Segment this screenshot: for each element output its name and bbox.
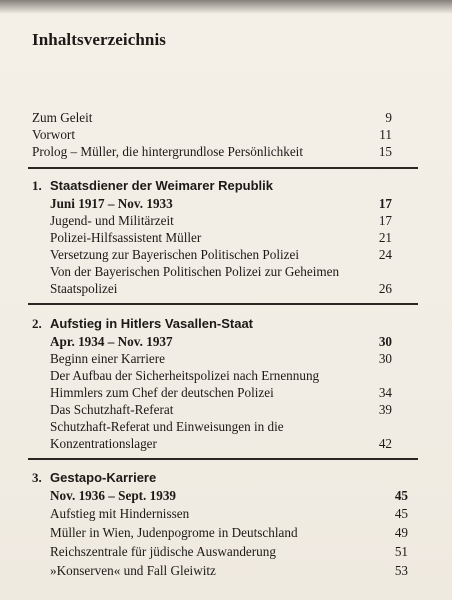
toc-entry bbox=[50, 418, 390, 436]
section-period bbox=[50, 487, 408, 505]
section-title: Gestapo-Karriere bbox=[50, 470, 157, 485]
section-divider bbox=[28, 303, 418, 305]
toc-entry bbox=[50, 367, 390, 385]
toc-entry-page: 34 bbox=[378, 385, 392, 400]
toc-entry-page: 9 bbox=[385, 110, 392, 125]
toc-entry-page: 17 bbox=[378, 213, 392, 228]
toc-entry-label: Versetzung zur Bayerischen Politischen Polizei bbox=[50, 247, 300, 262]
toc-entry-label: Staatspolizei bbox=[50, 281, 118, 296]
section-period bbox=[50, 333, 390, 351]
toc-entry-label: »Konserven« und Fall Gleiwitz bbox=[50, 563, 216, 578]
toc-entry-label: Beginn einer Karriere bbox=[50, 351, 165, 366]
toc-entry bbox=[50, 505, 408, 523]
toc-entry-label: Prolog – Müller, die hintergrundlose Persönlichkeit bbox=[32, 144, 303, 159]
section-number: 3. bbox=[32, 470, 42, 485]
section-period-page: 17 bbox=[378, 196, 392, 211]
toc-entry-page: 45 bbox=[394, 506, 408, 521]
toc-entry-page: 24 bbox=[378, 247, 392, 262]
section-period-page: 30 bbox=[378, 334, 392, 349]
section-title: Aufstieg in Hitlers Vasallen-Staat bbox=[50, 316, 254, 331]
section-period-label: Apr. 1934 – Nov. 1937 bbox=[50, 334, 173, 349]
toc-entry-page: 30 bbox=[378, 351, 392, 366]
toc-entry bbox=[50, 229, 390, 247]
toc-entry bbox=[32, 126, 392, 144]
toc-entry-label: Jugend- und Militärzeit bbox=[50, 213, 174, 228]
section-period-page: 45 bbox=[394, 488, 408, 503]
toc-entry bbox=[32, 143, 392, 161]
toc-entry-page: 26 bbox=[378, 281, 392, 296]
toc-entry-page: 49 bbox=[394, 525, 408, 540]
toc-entry bbox=[50, 246, 390, 264]
toc-entry bbox=[50, 543, 408, 561]
section-divider bbox=[28, 167, 418, 169]
toc-entry-page: 39 bbox=[378, 402, 392, 417]
toc-entry bbox=[50, 435, 390, 453]
toc-entry-label: Von der Bayerischen Politischen Polizei zur Geheimen bbox=[50, 264, 340, 279]
toc-entry-page: 53 bbox=[394, 563, 408, 578]
toc-entry-label: Müller in Wien, Judenpogrome in Deutschland bbox=[50, 525, 298, 540]
toc-entry-page: 11 bbox=[379, 127, 392, 142]
section-title: Staatsdiener der Weimarer Republik bbox=[50, 178, 274, 193]
toc-entry bbox=[50, 384, 390, 402]
toc-entry bbox=[50, 524, 408, 542]
toc-entry bbox=[50, 350, 390, 368]
toc-entry-page: 15 bbox=[378, 144, 392, 159]
toc-entry-label: Der Aufbau der Sicherheitspolizei nach Ernennung bbox=[50, 368, 320, 383]
toc-entry-label: Polizei-Hilfsassistent Müller bbox=[50, 230, 202, 245]
toc-entry-label: Vorwort bbox=[32, 127, 75, 142]
toc-entry bbox=[50, 263, 390, 281]
toc-entry bbox=[32, 109, 392, 127]
section-number: 2. bbox=[32, 316, 42, 331]
toc-entry-label: Zum Geleit bbox=[32, 110, 93, 125]
section-divider bbox=[28, 458, 418, 460]
toc-entry-page: 51 bbox=[394, 544, 408, 559]
toc-entry-label: Himmlers zum Chef der deutschen Polizei bbox=[50, 385, 274, 400]
toc-entry-label: Aufstieg mit Hindernissen bbox=[50, 506, 190, 521]
toc-entry bbox=[50, 562, 408, 580]
section-period bbox=[50, 195, 390, 213]
toc-heading: Inhaltsverzeichnis bbox=[32, 30, 167, 49]
toc-entry-page: 21 bbox=[378, 230, 392, 245]
toc-entry-page: 42 bbox=[378, 436, 392, 451]
toc-entry-label: Konzentrationslager bbox=[50, 436, 157, 451]
section-period-label: Nov. 1936 – Sept. 1939 bbox=[50, 488, 177, 503]
toc-entry bbox=[50, 401, 390, 419]
toc-entry-label: Schutzhaft-Referat und Einweisungen in die bbox=[50, 419, 284, 434]
toc-entry-label: Reichszentrale für jüdische Auswanderung bbox=[50, 544, 276, 559]
section-period-label: Juni 1917 – Nov. 1933 bbox=[50, 196, 173, 211]
toc-entry bbox=[50, 212, 390, 230]
page-edge-shadow bbox=[0, 0, 452, 14]
toc-entry bbox=[50, 280, 390, 298]
toc-entry-label: Das Schutzhaft-Referat bbox=[50, 402, 174, 417]
section-number: 1. bbox=[32, 178, 42, 193]
